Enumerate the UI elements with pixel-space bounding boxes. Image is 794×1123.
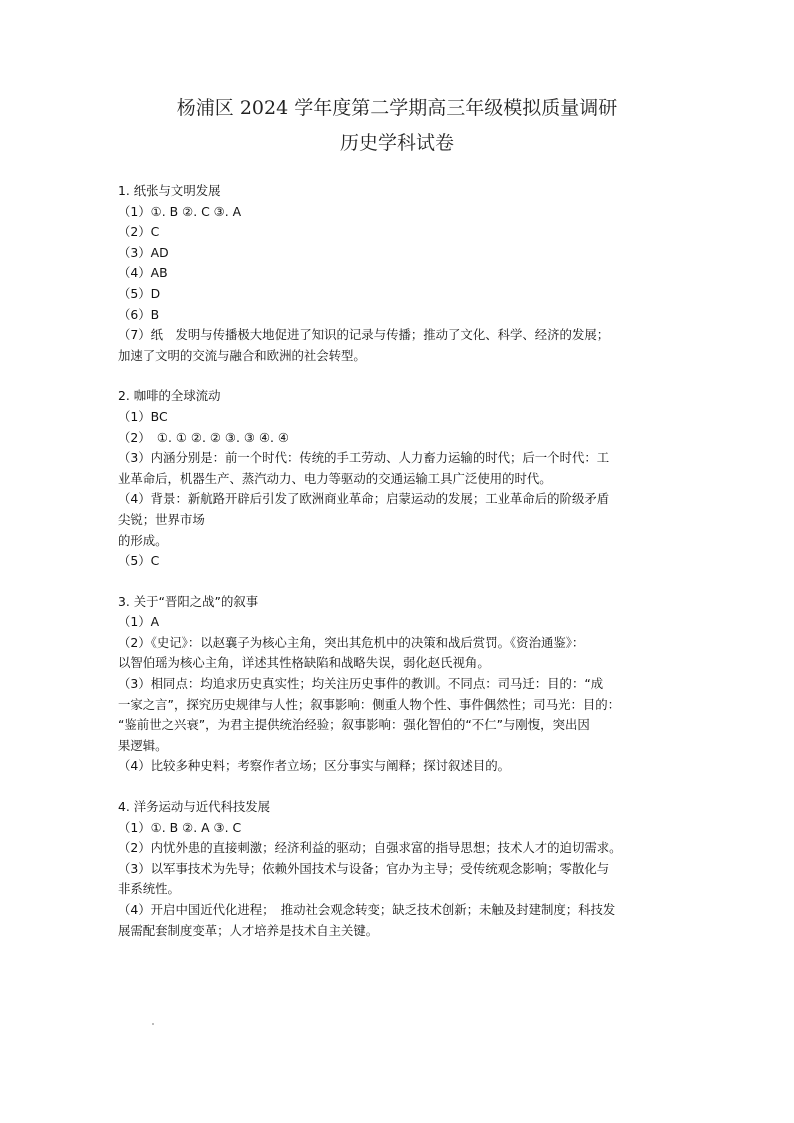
answer-line: 展需配套制度变革；人才培养是技术自主关键。 [118,922,379,938]
section-heading: 3. 关于“晋阳之战”的叙事 [118,593,259,609]
answer-line: （1）①. B ②. A ③. C [118,819,242,835]
document-title: 杨浦区 2024 学年度第二学期高三年级模拟质量调研 [176,97,618,119]
answer-line: （2）C [118,224,160,240]
answer-line: （4）开启中国近代化进程； 推动社会观念转变；缺乏技术创新；未触及封建制度；科技发 [118,902,616,917]
section-heading: 1. 纸张与文明发展 [118,183,221,198]
answer-line: （3）以军事技术为先导；依赖外国技术与设备；官办为主导；受传统观念影响；零散化与 [118,860,610,876]
document-subtitle: 历史学科试卷 [339,132,454,154]
answer-line: （1）BC [118,408,168,424]
answer-line: （7）纸 发明与传播极大地促进了知识的记录与传播；推动了文化、科学、经济的发展； [118,327,610,343]
answer-line: 非系统性。 [118,881,180,897]
answer-line: 果逻辑。 [118,737,168,753]
section-4 [118,797,688,941]
answer-line: 尖锐；世界市场 [118,511,205,527]
answer-line: （1）①. B ②. C ③. A [118,203,242,219]
answer-line: （5）C [118,553,160,569]
section-heading: 4. 洋务运动与近代科技发展 [118,799,271,815]
answer-line: （3）相同点：均追求历史真实性；均关注历史事件的教训。不同点：司马迁：目的：“成 [118,676,604,692]
answer-content [118,181,688,941]
answer-line: 一家之言”，探究历史规律与人性；叙事影响：侧重人物个性、事件偶然性；司马光：目的： [118,696,621,712]
answer-line: （4）比较多种史料；考察作者立场；区分事实与阐释；探讨叙述目的。 [118,758,510,774]
scan-speck [152,1023,154,1025]
answer-line: （2） ①. ① ②. ② ③. ③ ④. ④ [118,429,290,445]
section-1 [118,181,688,366]
answer-line: （1）A [118,614,160,630]
answer-line: 业革命后，机器生产、蒸汽动力、电力等驱动的交通运输工具广泛使用的时代。 [118,470,552,486]
answer-line: （2）内忧外患的直接刺激；经济利益的驱动；自强求富的指导思想；技术人才的迫切需求。 [118,840,622,856]
section-2 [118,386,688,571]
section-3 [118,592,688,777]
answer-line: （5）D [118,285,161,301]
answer-line: 的形成。 [118,532,168,548]
answer-line: 以智伯瑶为核心主角，详述其性格缺陷和战略失误，弱化赵氏视角。 [118,655,490,671]
answer-line: 加速了文明的交流与融合和欧洲的社会转型。 [118,347,366,363]
answer-line: （3）内涵分别是：前一个时代：传统的手工劳动、人力畜力运输的时代；后一个时代：工 [118,450,610,466]
answer-line: （4）AB [118,265,168,281]
answer-line: （4）背景：新航路开辟后引发了欧洲商业革命；启蒙运动的发展；工业革命后的阶级矛盾 [118,491,610,507]
answer-line: （3）AD [118,244,169,260]
section-heading: 2. 咖啡的全球流动 [118,388,221,404]
answer-line: （6）B [118,306,160,322]
answer-line: “鉴前世之兴衰”，为君主提供统治经验；叙事影响：强化智伯的“不仁”与刚愎，突出因 [118,717,590,733]
answer-line: （2）《史记》：以赵襄子为核心主角，突出其危机中的决策和战后赏罚。《资治通鉴》： [118,634,585,650]
